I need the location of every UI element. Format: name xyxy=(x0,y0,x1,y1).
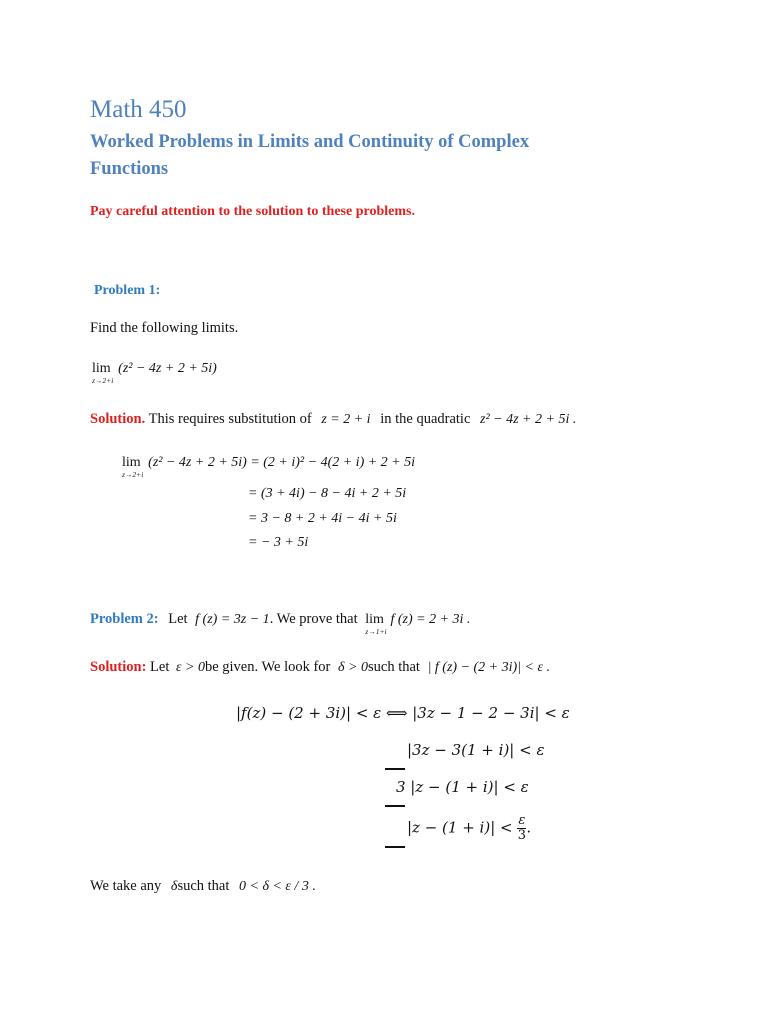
limit-expression: f (z) = 2 + 3i . xyxy=(390,612,471,627)
limit-expression: (z² − 4z + 2 + 5i) xyxy=(118,361,217,376)
final-delta: δ xyxy=(170,879,178,894)
line-4-period: . xyxy=(526,818,532,837)
lim-subscript: z→1+i xyxy=(365,627,387,636)
function-definition: f (z) = 3z − 1 xyxy=(195,612,270,627)
problem-2-statement xyxy=(90,611,471,636)
be-given-text: be given. We look for xyxy=(204,659,331,675)
page-title: Math 450 xyxy=(90,96,187,123)
subtitle-line-1: Worked Problems in Limits and Continuity of Complex xyxy=(90,132,530,152)
epsilon-condition: ε > 0 xyxy=(176,660,205,675)
problem-2-label: Problem 2: xyxy=(90,611,159,627)
prove-text: . We prove that xyxy=(269,611,358,627)
lim-operator xyxy=(365,612,387,636)
solution-label: Solution. xyxy=(90,411,146,427)
equivalence-line-3: 3 |z − (1 + i)| < ε xyxy=(396,778,529,796)
problem-1-heading xyxy=(94,283,160,299)
lim-word: lim xyxy=(122,455,141,470)
line-4-lhs: |z − (1 + i)| < xyxy=(407,818,513,837)
equivalence-line-1: |f(z) − (2 + 3i)| < ε ⟺ |3z − 1 − 2 − 3i| < ε xyxy=(236,704,570,722)
final-text-b: such that xyxy=(177,878,230,894)
solution-let: Let xyxy=(150,659,170,675)
lim-subscript: z→2+i xyxy=(122,470,144,479)
implication-mark-2 xyxy=(385,805,405,807)
attention-notice: Pay careful attention to the solution to these problems. xyxy=(90,204,415,219)
lim-operator xyxy=(92,361,114,385)
implication-mark-1 xyxy=(385,768,405,770)
problem-2-solution-intro xyxy=(90,659,550,676)
lim-operator xyxy=(122,455,144,479)
equivalence-line-2: |3z − 3(1 + i)| < ε xyxy=(407,741,545,759)
implication-mark-3 xyxy=(385,846,405,848)
step-1-expression: (z² − 4z + 2 + 5i) = (2 + i)² − 4(2 + i) + 2 + 5i xyxy=(148,455,416,470)
solution-step-1 xyxy=(122,455,416,479)
solution-step-2: = (3 + 4i) − 8 − 4i + 2 + 5i xyxy=(248,486,407,501)
such-that-text: such that xyxy=(367,659,420,675)
substitution-expr: z = 2 + i xyxy=(321,412,371,427)
solution-step-3: = 3 − 8 + 2 + 4i − 4i + 5i xyxy=(248,511,397,526)
delta-condition: δ > 0 xyxy=(338,660,368,675)
final-condition: 0 < δ < ε / 3 . xyxy=(239,879,316,894)
lim-word: lim xyxy=(92,361,111,376)
final-text-a: We take any xyxy=(90,878,162,894)
solution-text-a: This requires substitution of xyxy=(148,411,312,427)
lim-subscript: z→2+i xyxy=(92,376,114,385)
problem-1-prompt: Find the following limits. xyxy=(90,320,239,336)
solution-label: Solution: xyxy=(90,659,147,675)
problem-2-limit xyxy=(365,612,471,636)
lim-word: lim xyxy=(365,612,384,627)
problem-1-label: Problem 1 xyxy=(94,283,156,298)
quadratic-expr: z² − 4z + 2 + 5i . xyxy=(480,412,577,427)
fraction-denominator: 3 xyxy=(517,828,527,843)
let-text: Let xyxy=(168,611,188,627)
problem-1-solution-intro xyxy=(90,411,576,428)
fraction-numerator: ε xyxy=(518,813,526,828)
problem-1-colon: : xyxy=(155,283,161,298)
target-inequality: | f (z) − (2 + 3i)| < ε . xyxy=(427,660,550,675)
equivalence-line-4 xyxy=(407,814,531,843)
problem-1-limit xyxy=(92,361,217,385)
subtitle-line-2: Functions xyxy=(90,159,169,179)
solution-text-b: in the quadratic xyxy=(380,411,471,427)
final-statement xyxy=(90,878,316,895)
solution-step-4: = − 3 + 5i xyxy=(248,535,309,550)
